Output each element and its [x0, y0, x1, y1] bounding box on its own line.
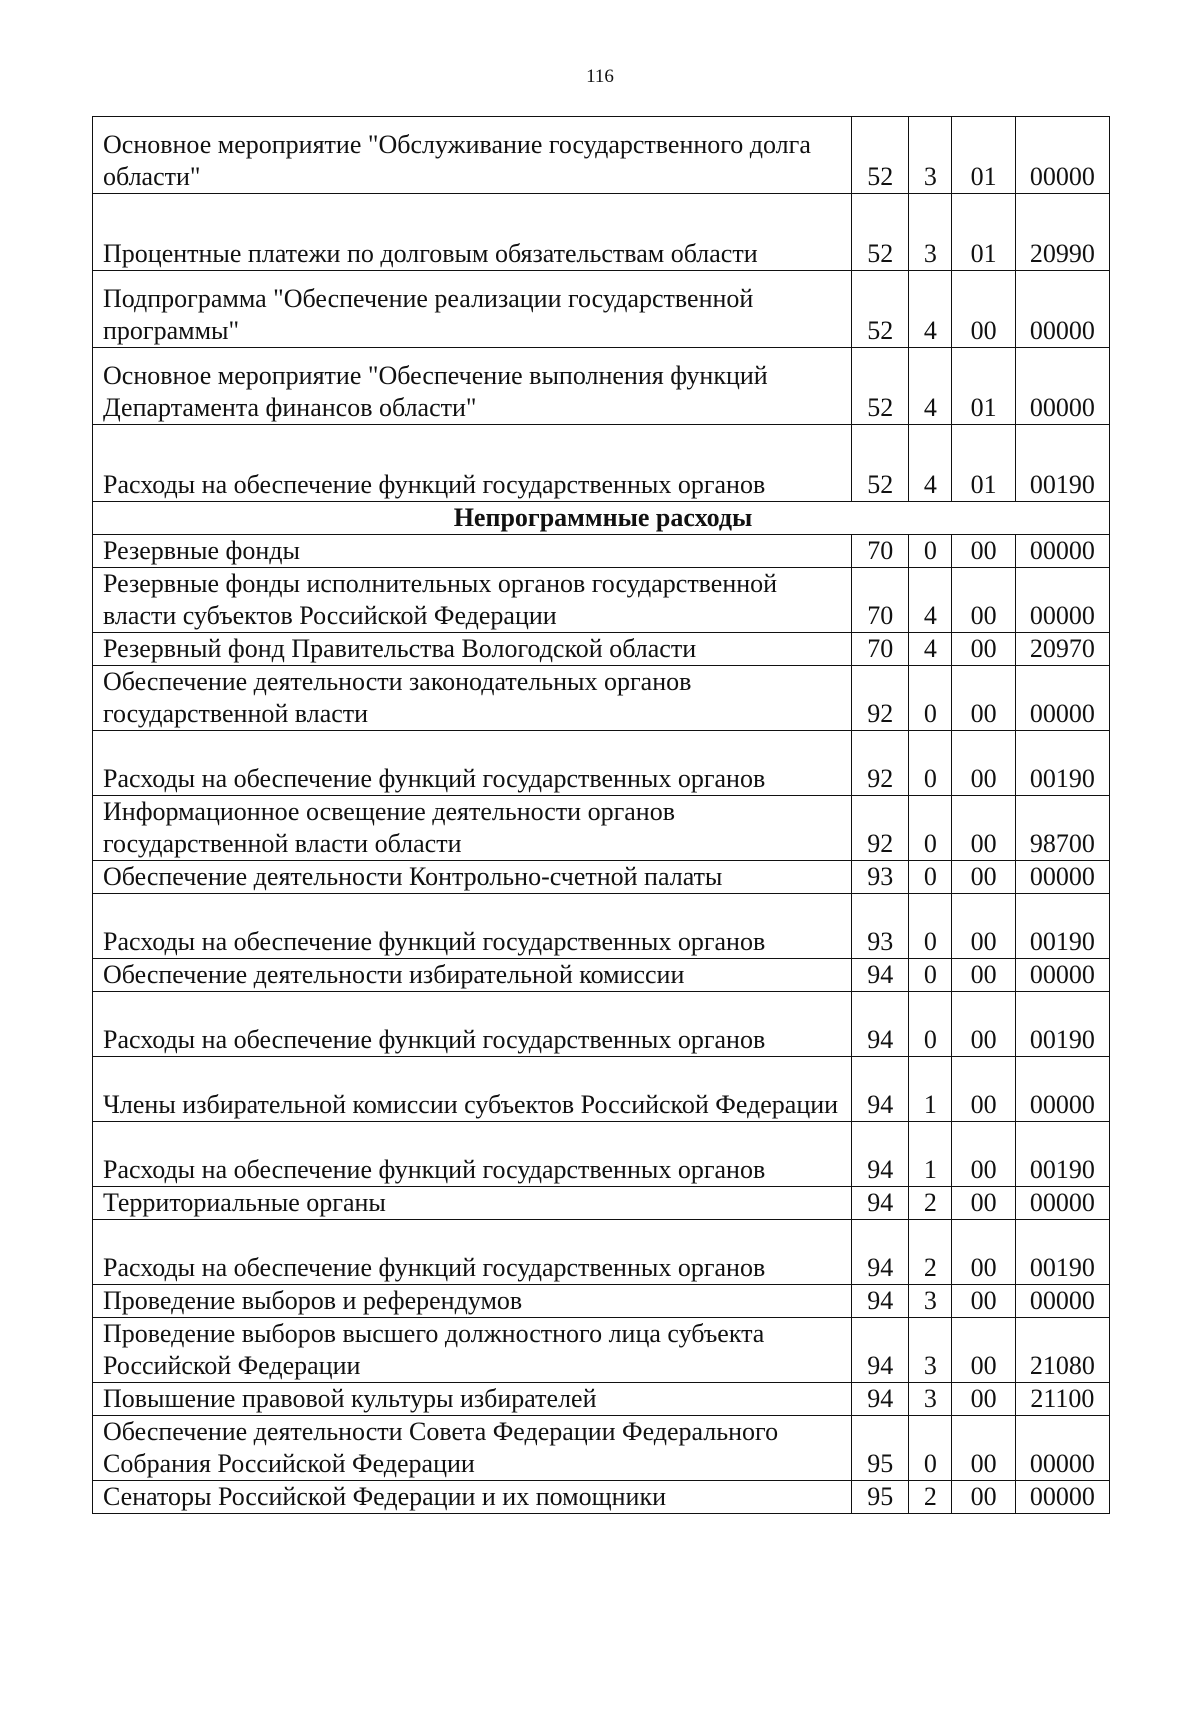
code-cell-1: 52	[852, 194, 909, 271]
table-row	[93, 633, 1110, 666]
row-name-cell: Основное мероприятие "Обслуживание государственного долга области"	[93, 117, 852, 194]
code-cell-1: 94	[852, 1187, 909, 1220]
code-cell-2: 1	[909, 1057, 952, 1122]
code-cell-3: 00	[952, 959, 1015, 992]
section-header-row	[93, 502, 1110, 535]
code-cell-4: 00190	[1015, 992, 1109, 1057]
code-cell-2: 2	[909, 1220, 952, 1285]
code-cell-2: 2	[909, 1481, 952, 1514]
code-cell-2: 0	[909, 1416, 952, 1481]
code-cell-2: 4	[909, 348, 952, 425]
code-cell-2: 3	[909, 1383, 952, 1416]
table-row	[93, 666, 1110, 731]
code-cell-1: 70	[852, 568, 909, 633]
row-name-cell: Сенаторы Российской Федерации и их помощники	[93, 1481, 852, 1514]
table-row	[93, 425, 1110, 502]
code-cell-2: 0	[909, 731, 952, 796]
code-cell-3: 00	[952, 1057, 1015, 1122]
code-cell-1: 92	[852, 796, 909, 861]
code-cell-2: 4	[909, 425, 952, 502]
code-cell-3: 00	[952, 535, 1015, 568]
code-cell-4: 20990	[1015, 194, 1109, 271]
table-row	[93, 535, 1110, 568]
code-cell-3: 01	[952, 425, 1015, 502]
code-cell-3: 00	[952, 271, 1015, 348]
code-cell-1: 70	[852, 535, 909, 568]
row-name-cell: Информационное освещение деятельности органов государственной власти области	[93, 796, 852, 861]
code-cell-2: 4	[909, 271, 952, 348]
code-cell-1: 52	[852, 117, 909, 194]
code-cell-3: 00	[952, 633, 1015, 666]
table-row	[93, 1220, 1110, 1285]
code-cell-4: 00000	[1015, 117, 1109, 194]
code-cell-4: 00000	[1015, 1285, 1109, 1318]
table-row	[93, 117, 1110, 194]
row-name-cell: Обеспечение деятельности Контрольно-счетной палаты	[93, 861, 852, 894]
code-cell-2: 0	[909, 959, 952, 992]
row-name-cell: Расходы на обеспечение функций государственных органов	[93, 894, 852, 959]
code-cell-4: 00190	[1015, 1122, 1109, 1187]
code-cell-1: 94	[852, 1122, 909, 1187]
table-row	[93, 861, 1110, 894]
code-cell-4: 00000	[1015, 1057, 1109, 1122]
code-cell-1: 94	[852, 992, 909, 1057]
code-cell-4: 00000	[1015, 535, 1109, 568]
code-cell-4: 00000	[1015, 861, 1109, 894]
row-name-cell: Повышение правовой культуры избирателей	[93, 1383, 852, 1416]
code-cell-2: 2	[909, 1187, 952, 1220]
table-row	[93, 959, 1110, 992]
code-cell-4: 00000	[1015, 568, 1109, 633]
row-name-cell: Обеспечение деятельности Совета Федерации Федерального Собрания Российской Федерации	[93, 1416, 852, 1481]
row-name-cell: Расходы на обеспечение функций государственных органов	[93, 1122, 852, 1187]
code-cell-2: 0	[909, 894, 952, 959]
code-cell-3: 01	[952, 117, 1015, 194]
code-cell-4: 00000	[1015, 666, 1109, 731]
code-cell-1: 94	[852, 1383, 909, 1416]
row-name-cell: Члены избирательной комиссии субъектов Российской Федерации	[93, 1057, 852, 1122]
code-cell-1: 93	[852, 894, 909, 959]
table-row	[93, 731, 1110, 796]
table-row	[93, 1057, 1110, 1122]
code-cell-3: 00	[952, 568, 1015, 633]
code-cell-1: 95	[852, 1416, 909, 1481]
code-cell-3: 00	[952, 1383, 1015, 1416]
table-row	[93, 992, 1110, 1057]
table-row	[93, 1383, 1110, 1416]
code-cell-4: 00000	[1015, 1187, 1109, 1220]
row-name-cell: Основное мероприятие "Обеспечение выполнения функций Департамента финансов области"	[93, 348, 852, 425]
code-cell-1: 94	[852, 1220, 909, 1285]
code-cell-2: 0	[909, 861, 952, 894]
code-cell-1: 92	[852, 666, 909, 731]
code-cell-4: 00190	[1015, 731, 1109, 796]
table-row	[93, 194, 1110, 271]
code-cell-3: 01	[952, 348, 1015, 425]
code-cell-2: 1	[909, 1122, 952, 1187]
code-cell-4: 00000	[1015, 271, 1109, 348]
code-cell-1: 52	[852, 348, 909, 425]
code-cell-2: 4	[909, 633, 952, 666]
code-cell-1: 92	[852, 731, 909, 796]
code-cell-4: 20970	[1015, 633, 1109, 666]
row-name-cell: Резервные фонды	[93, 535, 852, 568]
code-cell-1: 93	[852, 861, 909, 894]
table-row	[93, 1187, 1110, 1220]
row-name-cell: Процентные платежи по долговым обязательствам области	[93, 194, 852, 271]
code-cell-2: 0	[909, 666, 952, 731]
code-cell-2: 0	[909, 796, 952, 861]
row-name-cell: Проведение выборов высшего должностного лица субъекта Российской Федерации	[93, 1318, 852, 1383]
code-cell-2: 3	[909, 1285, 952, 1318]
code-cell-3: 00	[952, 1122, 1015, 1187]
code-cell-3: 00	[952, 1318, 1015, 1383]
code-cell-3: 00	[952, 731, 1015, 796]
code-cell-3: 00	[952, 1220, 1015, 1285]
code-cell-2: 3	[909, 1318, 952, 1383]
table-row	[93, 1481, 1110, 1514]
row-name-cell: Расходы на обеспечение функций государственных органов	[93, 731, 852, 796]
code-cell-4: 00000	[1015, 959, 1109, 992]
row-name-cell: Расходы на обеспечение функций государственных органов	[93, 992, 852, 1057]
code-cell-4: 00000	[1015, 1416, 1109, 1481]
code-cell-1: 70	[852, 633, 909, 666]
code-cell-4: 98700	[1015, 796, 1109, 861]
section-title: Непрограммные расходы	[93, 502, 1110, 535]
code-cell-1: 52	[852, 271, 909, 348]
code-cell-2: 0	[909, 535, 952, 568]
code-cell-3: 01	[952, 194, 1015, 271]
code-cell-3: 00	[952, 992, 1015, 1057]
code-cell-4: 00190	[1015, 425, 1109, 502]
code-cell-1: 94	[852, 959, 909, 992]
row-name-cell: Резервные фонды исполнительных органов государственной власти субъектов Российской Федерации	[93, 568, 852, 633]
table-row	[93, 894, 1110, 959]
code-cell-1: 94	[852, 1057, 909, 1122]
code-cell-3: 00	[952, 1481, 1015, 1514]
table-row	[93, 796, 1110, 861]
row-name-cell: Обеспечение деятельности избирательной комиссии	[93, 959, 852, 992]
code-cell-1: 95	[852, 1481, 909, 1514]
code-cell-3: 00	[952, 666, 1015, 731]
code-cell-2: 4	[909, 568, 952, 633]
table-row	[93, 1416, 1110, 1481]
row-name-cell: Расходы на обеспечение функций государственных органов	[93, 425, 852, 502]
code-cell-4: 00190	[1015, 1220, 1109, 1285]
table-row	[93, 1122, 1110, 1187]
table-row	[93, 1285, 1110, 1318]
row-name-cell: Резервный фонд Правительства Вологодской области	[93, 633, 852, 666]
row-name-cell: Проведение выборов и референдумов	[93, 1285, 852, 1318]
code-cell-2: 0	[909, 992, 952, 1057]
row-name-cell: Подпрограмма "Обеспечение реализации государственной программы"	[93, 271, 852, 348]
table-row	[93, 271, 1110, 348]
table-row	[93, 348, 1110, 425]
code-cell-1: 94	[852, 1318, 909, 1383]
table-row	[93, 568, 1110, 633]
code-cell-3: 00	[952, 1187, 1015, 1220]
code-cell-4: 21080	[1015, 1318, 1109, 1383]
code-cell-4: 00190	[1015, 894, 1109, 959]
code-cell-2: 3	[909, 194, 952, 271]
code-cell-3: 00	[952, 796, 1015, 861]
row-name-cell: Расходы на обеспечение функций государственных органов	[93, 1220, 852, 1285]
row-name-cell: Обеспечение деятельности законодательных органов государственной власти	[93, 666, 852, 731]
code-cell-4: 00000	[1015, 348, 1109, 425]
code-cell-4: 00000	[1015, 1481, 1109, 1514]
code-cell-3: 00	[952, 1416, 1015, 1481]
code-cell-3: 00	[952, 1285, 1015, 1318]
table-row	[93, 1318, 1110, 1383]
code-cell-1: 94	[852, 1285, 909, 1318]
code-cell-1: 52	[852, 425, 909, 502]
row-name-cell: Территориальные органы	[93, 1187, 852, 1220]
code-cell-3: 00	[952, 861, 1015, 894]
code-cell-3: 00	[952, 894, 1015, 959]
code-cell-2: 3	[909, 117, 952, 194]
page-number: 116	[586, 66, 614, 87]
code-cell-4: 21100	[1015, 1383, 1109, 1416]
budget-table	[92, 116, 1110, 1514]
